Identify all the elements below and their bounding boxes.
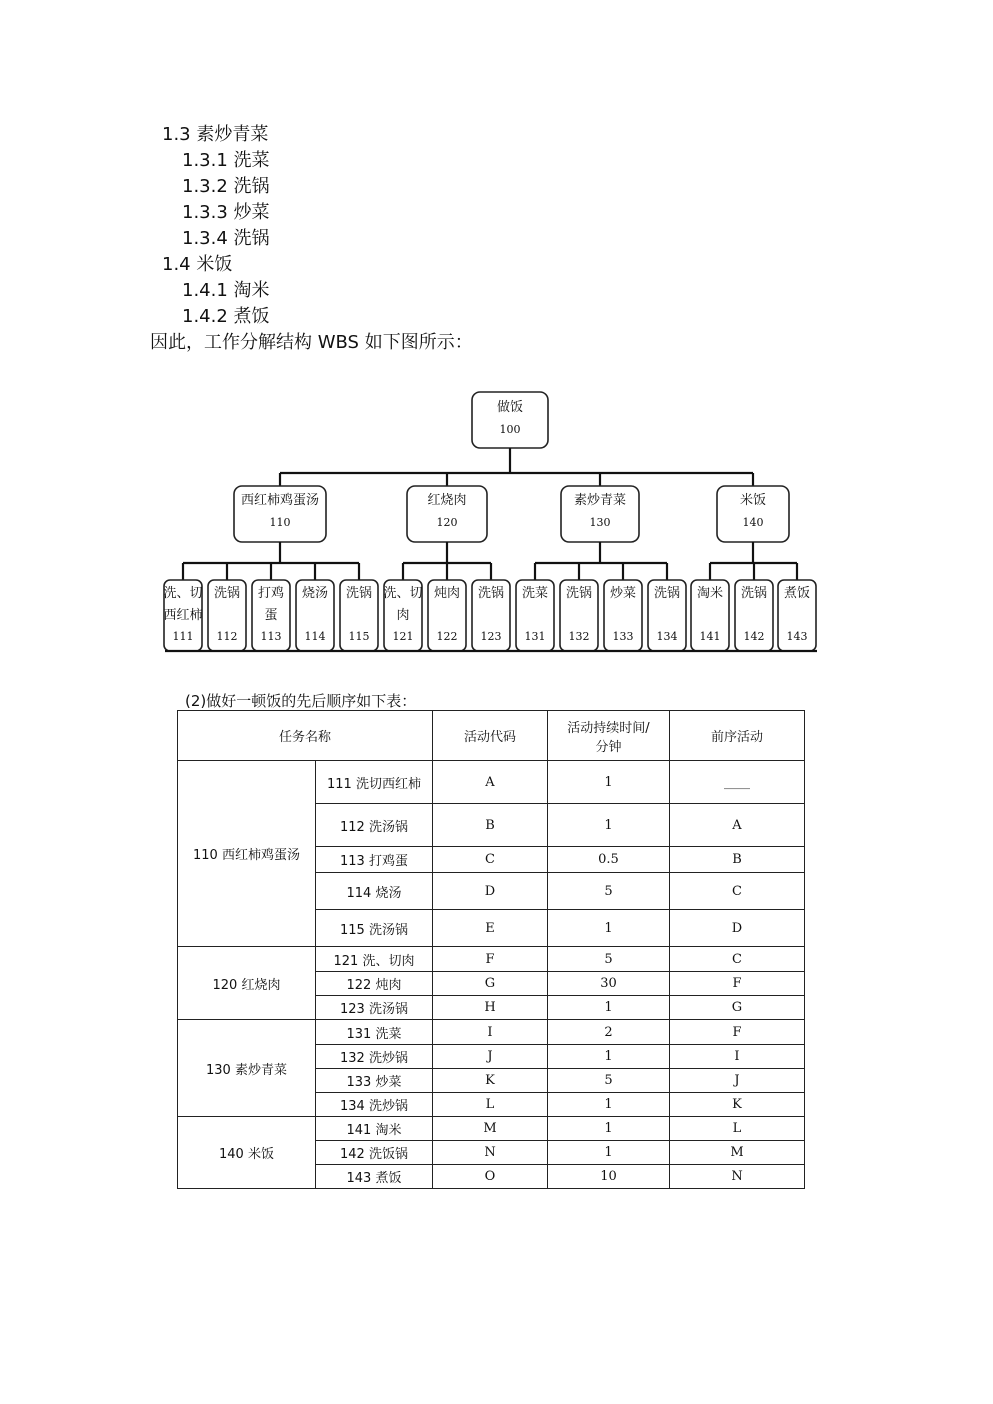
svg-text:111: 111 [172,630,194,643]
svg-text:洗锅: 洗锅 [740,586,768,601]
duration-cell: 1 [548,910,670,947]
activity-code-cell: A [433,761,548,804]
svg-text:112: 112 [216,630,238,643]
wbs-group-node [561,486,639,542]
svg-text:131: 131 [524,630,546,643]
svg-text:炒菜: 炒菜 [609,586,637,601]
svg-text:煮饭: 煮饭 [783,586,811,601]
svg-text:140: 140 [742,516,764,529]
outline-item: 1.3.2 洗锅 [182,176,270,197]
task-cell: 142 洗饭锅 [316,1141,433,1165]
duration-cell: 5 [548,873,670,910]
predecessor-cell: C [670,947,805,972]
svg-text:打鸡: 打鸡 [257,586,285,601]
activity-code-cell: M [433,1117,548,1141]
duration-cell: 10 [548,1165,670,1189]
svg-text:114: 114 [304,630,326,643]
duration-cell: 5 [548,1069,670,1093]
svg-text:100: 100 [499,423,521,436]
duration-cell: 1 [548,1141,670,1165]
wbs-leaf-node [383,580,422,651]
task-cell: 132 洗炒锅 [316,1045,433,1069]
svg-text:洗、切: 洗、切 [163,586,203,601]
wbs-group-node [234,486,326,542]
activity-code-cell: F [433,947,548,972]
predecessor-cell: F [670,972,805,996]
task-cell: 141 淘米 [316,1117,433,1141]
predecessor-cell: M [670,1141,805,1165]
svg-text:蛋: 蛋 [264,608,278,623]
wbs-leaf-node [691,580,729,651]
activity-code-cell: N [433,1141,548,1165]
task-cell: 112 洗汤锅 [316,804,433,847]
predecessor-cell: J [670,1069,805,1093]
wbs-group-node [717,486,789,542]
activity-code-cell: O [433,1165,548,1189]
svg-text:134: 134 [656,630,678,643]
svg-text:133: 133 [612,630,634,643]
svg-text:做饭: 做饭 [496,400,524,415]
svg-text:洗、切: 洗、切 [383,586,423,601]
wbs-leaf-node [604,580,642,651]
svg-text:烧汤: 烧汤 [301,586,329,601]
task-cell: 133 炒菜 [316,1069,433,1093]
predecessor-cell: K [670,1093,805,1117]
table-header-row [178,711,805,761]
wbs-leaf-node [778,580,816,651]
wbs-leaf-node [296,580,334,651]
wbs-diagram [0,0,993,680]
table-row [178,947,805,972]
svg-text:143: 143 [786,630,808,643]
svg-text:素炒青菜: 素炒青菜 [573,493,627,508]
wbs-group-node [407,486,487,542]
activity-code-cell: J [433,1045,548,1069]
activity-code-cell: D [433,873,548,910]
svg-text:炖肉: 炖肉 [433,586,461,601]
predecessor-cell: N [670,1165,805,1189]
activity-code-cell: H [433,996,548,1020]
duration-cell: 30 [548,972,670,996]
task-cell: 113 打鸡蛋 [316,847,433,873]
wbs-leaf-node [208,580,246,651]
predecessor-cell: C [670,873,805,910]
task-cell: 114 烧汤 [316,873,433,910]
svg-text:113: 113 [260,630,282,643]
activity-sequence-table [177,710,805,1189]
svg-text:洗锅: 洗锅 [213,586,241,601]
task-group-cell: 120 红烧肉 [178,947,316,1020]
activity-code-cell: E [433,910,548,947]
table-caption: (2)做好一顿饭的先后顺序如下表： [185,692,417,710]
task-group-cell: 140 米饭 [178,1117,316,1189]
duration-cell: 1 [548,804,670,847]
svg-text:141: 141 [699,630,721,643]
svg-text:淘米: 淘米 [696,586,724,601]
header-activity-code: 活动代码 [433,711,548,761]
activity-code-cell: L [433,1093,548,1117]
duration-cell: 1 [548,996,670,1020]
wbs-root-node [472,392,548,448]
svg-text:洗锅: 洗锅 [345,586,373,601]
wbs-leaf-node [648,580,686,651]
outline-item: 1.3.1 洗菜 [182,150,270,171]
svg-text:洗菜: 洗菜 [521,586,549,601]
svg-text:115: 115 [348,630,370,643]
wbs-leaf-node [252,580,290,651]
svg-text:西红柿: 西红柿 [163,608,203,623]
task-cell: 122 炖肉 [316,972,433,996]
outline-item: 1.4.1 淘米 [182,280,270,301]
wbs-leaf-node [560,580,598,651]
svg-text:红烧肉: 红烧肉 [427,493,467,508]
task-group-cell: 110 西红柿鸡蛋汤 [178,761,316,947]
wbs-leaf-node [472,580,510,651]
duration-cell: 5 [548,947,670,972]
activity-code-cell: G [433,972,548,996]
predecessor-cell: ____ [670,761,805,804]
table-row [178,1020,805,1045]
task-group-cell: 130 素炒青菜 [178,1020,316,1117]
activity-code-cell: B [433,804,548,847]
duration-cell: 1 [548,761,670,804]
wbs-leaf-node [516,580,554,651]
svg-text:洗锅: 洗锅 [565,586,593,601]
outline-item: 1.4 米饭 [162,254,233,275]
header-predecessor: 前序活动 [670,711,805,761]
svg-text:132: 132 [568,630,590,643]
activity-code-cell: C [433,847,548,873]
outline-item: 1.4.2 煮饭 [182,306,270,327]
task-cell: 123 洗汤锅 [316,996,433,1020]
svg-text:120: 120 [436,516,458,529]
wbs-leaf-node [735,580,773,651]
header-duration-line2: 分钟 [595,739,622,755]
duration-cell: 1 [548,1045,670,1069]
task-cell: 143 煮饭 [316,1165,433,1189]
task-cell: 121 洗、切肉 [316,947,433,972]
outline-item: 1.3.4 洗锅 [182,228,270,249]
duration-cell: 2 [548,1020,670,1045]
predecessor-cell: I [670,1045,805,1069]
activity-code-cell: I [433,1020,548,1045]
predecessor-cell: G [670,996,805,1020]
outline-item: 1.3 素炒青菜 [162,124,269,145]
task-cell: 131 洗菜 [316,1020,433,1045]
svg-text:122: 122 [436,630,458,643]
header-task-name: 任务名称 [178,711,433,761]
header-duration [548,711,670,761]
svg-text:米饭: 米饭 [739,493,767,508]
wbs-leaf-node [340,580,378,651]
svg-text:洗锅: 洗锅 [653,586,681,601]
task-cell: 111 洗切西红柿 [316,761,433,804]
predecessor-cell: B [670,847,805,873]
duration-cell: 1 [548,1093,670,1117]
task-cell: 115 洗汤锅 [316,910,433,947]
svg-text:西红柿鸡蛋汤: 西红柿鸡蛋汤 [240,493,320,508]
wbs-leaf-node [163,580,202,651]
duration-cell: 0.5 [548,847,670,873]
predecessor-cell: D [670,910,805,947]
header-duration-line1: 活动持续时间/ [567,720,650,736]
svg-text:130: 130 [589,516,611,529]
table-row [178,1117,805,1141]
wbs-intro-text: 因此，工作分解结构 WBS 如下图所示： [150,332,473,353]
outline-item: 1.3.3 炒菜 [182,202,270,223]
predecessor-cell: L [670,1117,805,1141]
task-cell: 134 洗炒锅 [316,1093,433,1117]
svg-text:142: 142 [743,630,765,643]
wbs-leaf-node [428,580,466,651]
svg-text:肉: 肉 [396,608,410,623]
svg-text:洗锅: 洗锅 [477,586,505,601]
table-row [178,761,805,804]
predecessor-cell: F [670,1020,805,1045]
predecessor-cell: A [670,804,805,847]
svg-text:121: 121 [392,630,414,643]
activity-code-cell: K [433,1069,548,1093]
svg-text:123: 123 [480,630,502,643]
svg-text:110: 110 [269,516,291,529]
duration-cell: 1 [548,1117,670,1141]
